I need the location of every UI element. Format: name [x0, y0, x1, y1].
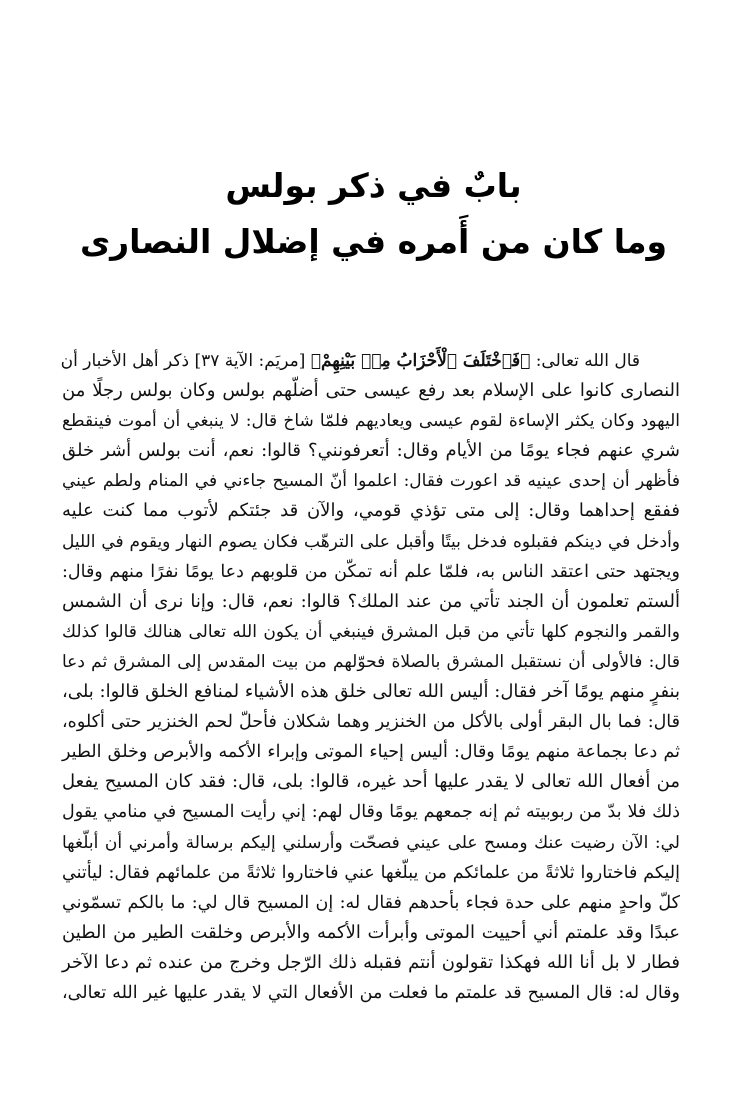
- text-line: وأدخل في دينكم فقبلوه فدخل بيتًا وأقبل على الترهّب فكان يصوم النهار ويقوم في الليل: [62, 531, 680, 552]
- text-line: ويجتهد حتى اعتقد الناس به، فلمّا علم أنه تمكّن من قلوبهم دعا يومًا نفرًا منهم وقال:: [62, 561, 680, 582]
- text-line: شري عنهم فجاء يومًا من الأيام وقال: أتعرفونني؟ قالوا: نعم، أنت بولس أشر خلق: [62, 440, 680, 462]
- text-line: لي: الآن رضيت عنك ومسح على عيني فصحّت وأرسلني إليكم برسالة وأمرني أن أبلّغها: [62, 832, 680, 853]
- chapter-title-line-1: بابٌ في ذكر بولس: [225, 166, 522, 205]
- text-line: فطار لا بل أنا الله فهكذا تقولون أنتم فقبله ذلك الرّجل وخرج من عنده ثم دعا الآخر: [62, 951, 680, 973]
- text-line: ففقع إحداهما وقال: إلى متى تؤذي قومي، والآن قد جئتكم لأتوب مما كنت عليه: [62, 500, 680, 522]
- text-line: [62, 346, 680, 376]
- verse-reference: [مريَم: الآية ٣٧] ذكر أهل الأخبار أن: [60, 351, 311, 371]
- text-line: اليهود وكان يكثر الإساءة لقوم عيسى ويعاديهم فلمّا شاخ قال: لا ينبغي أن أموت فينقطع: [62, 411, 680, 432]
- text-line: ذلك فلا بدّ من ربوبيته ثم إنه جمعهم يومًا وقال لهم: إني رأيت المسيح في منامي يقول: [62, 802, 680, 823]
- chapter-heading: [40, 158, 707, 270]
- chapter-title-line-2: وما كان من أَمره في إضلال النصارى: [79, 222, 668, 261]
- text-line: عبدًا وقد علمتم أني أحييت الموتى وأبرأت الأكمه والأبرص وخلقت الطير من الطين: [62, 921, 680, 943]
- text-line: بنفرٍ منهم يومًا آخر فقال: أليس الله تعالى خلق هذه الأشياء لمنافع الخلق قالوا: بلى،: [62, 681, 680, 703]
- text-line: ثم دعا بجماعة منهم يومًا وقال: أليس إحياء الموتى وإبراء الأكمه والأبرص وخلق الطير: [62, 742, 680, 763]
- text-line: من أفعال الله تعالى لا يقدر عليها أحد غيره، قالوا: بلى، قال: فقد كان المسيح يفعل: [62, 771, 680, 793]
- intro-text: قال الله تعالى:: [530, 351, 640, 371]
- text-line: النصارى كانوا على الإسلام بعد رفع عيسى حتى أضلّهم بولس وكان بولس رجلًا من: [62, 380, 680, 402]
- text-line: كلّ واحدٍ منهم على حدة فجاء بأحدهم فقال له: إن المسيح قال لي: ما بالكم تسمّوني: [62, 892, 680, 913]
- body-text: [62, 346, 680, 1008]
- quran-verse: ﴿فَٱخْتَلَفَ ٱلْأَحْزَابُ مِنۢ بَيْنِهِمْ﴾: [310, 351, 531, 371]
- text-line: فأظهر أن إحدى عينيه قد اعورت فقال: اعلموا أنّ المسيح جاءني في المنام ولطم عيني: [62, 471, 680, 492]
- text-line: قال: فما بال البقر أولى بالأكل من الخنزير وهما شكلان فأحلّ لحم الخنزير حتى أكلوه،: [62, 712, 680, 733]
- text-line: قال: فالأولى أن نستقبل المشرق بالصلاة فحوّلهم من بيت المقدس إلى المشرق ثم دعا: [62, 651, 680, 672]
- text-line: ألستم تعلمون أن الجند تأتي من عند الملك؟ قالوا: نعم، قال: وإنا نرى أن الشمس: [62, 590, 680, 612]
- text-line: والقمر والنجوم كلها تأتي من قبل المشرق فينبغي أن يكون الله تعالى هنالك قالوا كذلك: [62, 621, 680, 642]
- text-line: وقال له: قال المسيح قد علمتم ما فعلت من الأفعال التي لا يقدر عليها غير الله تعالى،: [62, 982, 680, 1003]
- text-line: إليكم فاختاروا ثلاثةً من علمائكم من يبلّغها عني فاختاروا ثلاثةً من علمائهم فقال: ليأتني: [62, 862, 680, 883]
